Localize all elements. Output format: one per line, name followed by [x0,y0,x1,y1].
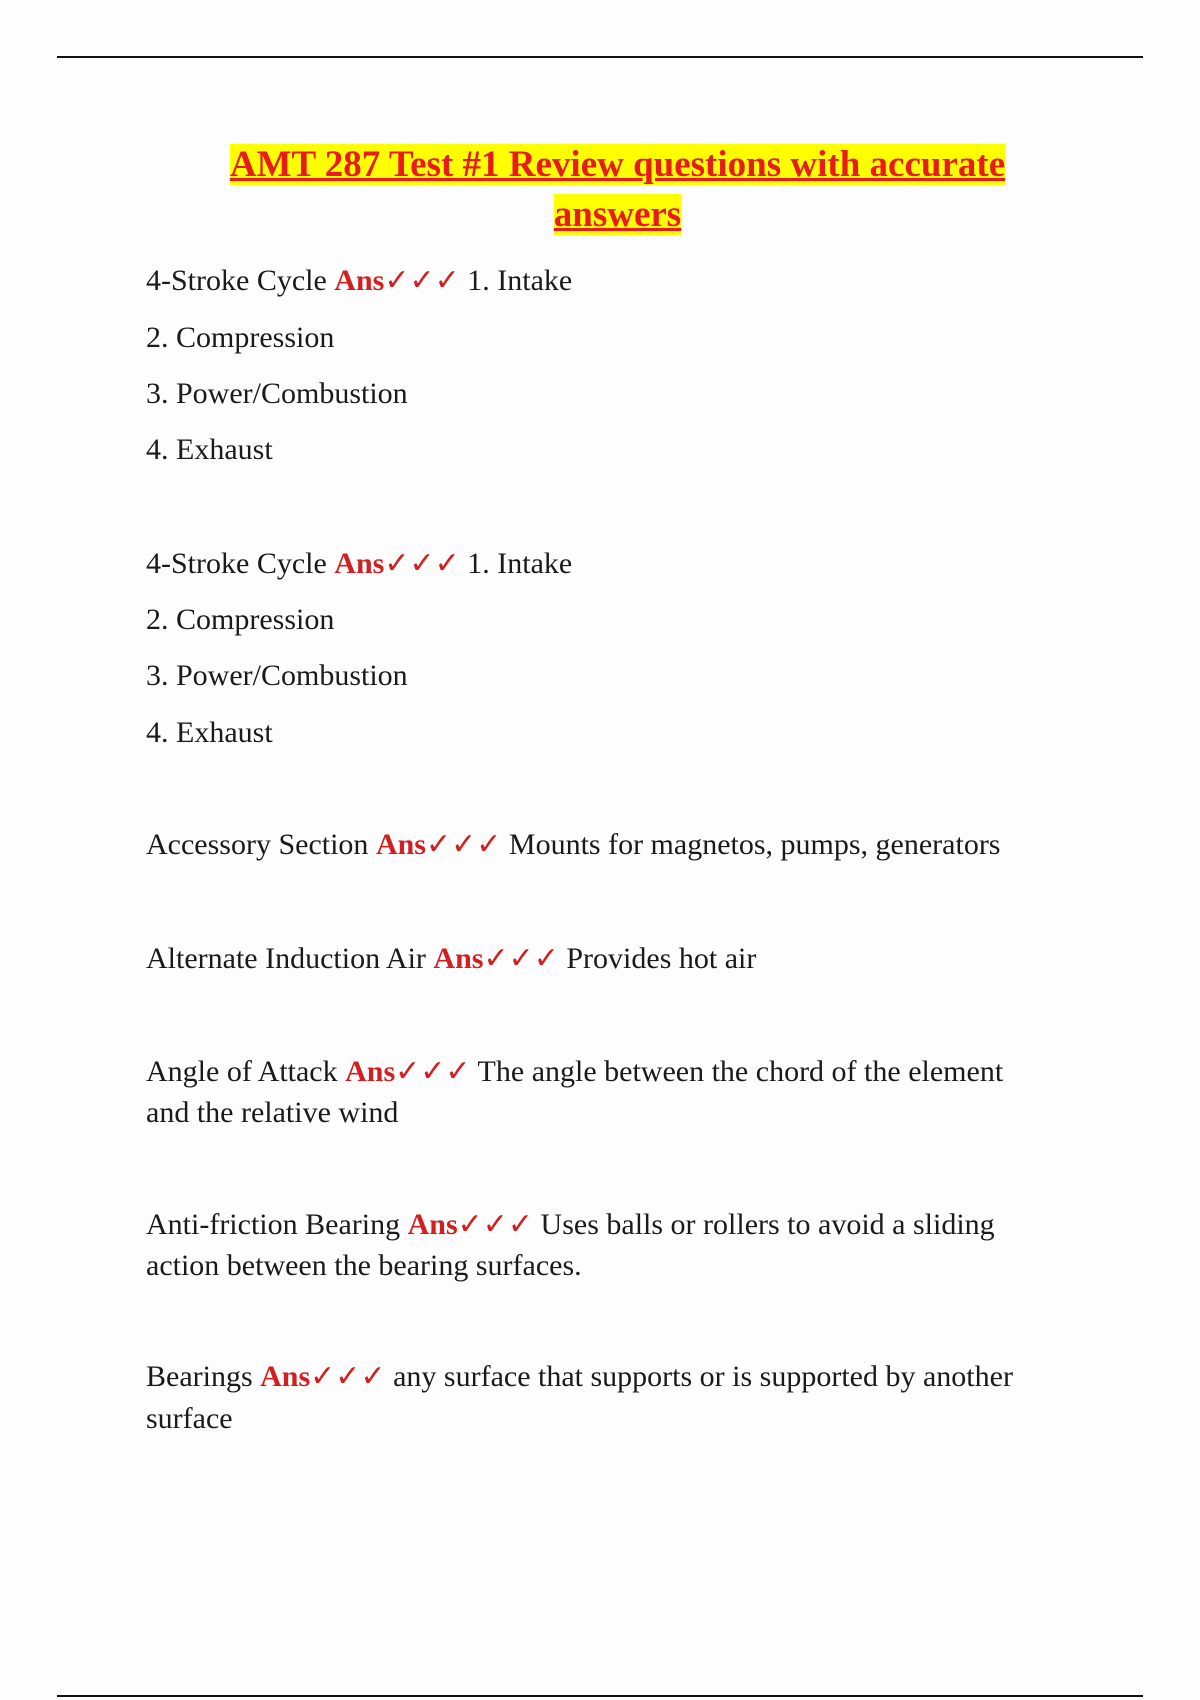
entry-answer: Provides hot air [566,942,757,975]
page-title: AMT 287 Test #1 Review questions with accurate answers [229,144,1006,235]
entry-term-line [146,1051,1003,1093]
entry-answer: Mounts for magnetos, pumps, generators [508,828,1001,861]
ans-label: Ans [345,1055,396,1088]
entry-term: 4-Stroke Cycle [146,264,327,297]
entry-answer-line: 3. Power/Combustion [146,377,408,410]
entry-term: Accessory Section [146,828,369,861]
entry-answer-line: 4. Exhaust [146,433,273,466]
entry-term-line [146,824,1000,866]
entry-term-line [146,1204,995,1246]
entry-answer-line: 2. Compression [146,603,335,636]
check-marks-icon: ✓✓✓ [457,1208,534,1241]
check-marks-icon: ✓✓✓ [483,942,559,975]
entry-term-line [146,1356,1013,1398]
check-marks-icon: ✓✓✓ [384,264,460,297]
entry-term: 4-Stroke Cycle [146,547,327,580]
check-marks-icon: ✓✓✓ [425,828,502,861]
entry-answer: The angle between the chord of the element [477,1055,1004,1088]
entry-answer: 1. Intake [467,547,573,580]
ans-label: Ans [334,547,385,580]
entry-answer-line: action between the bearing surfaces. [146,1249,582,1282]
entry-answer: any surface that supports or is supported by another [393,1360,1013,1393]
entry-term: Bearings [146,1360,253,1393]
entry-answer: Uses balls or rollers to avoid a sliding [540,1208,995,1241]
entry-term: Angle of Attack [146,1055,338,1088]
entry-term: Anti-friction Bearing [146,1208,401,1241]
top-rule [57,56,1143,58]
entry-answer-line: and the relative wind [146,1096,399,1129]
entry-term-line [146,938,756,980]
entry-answer: 1. Intake [467,264,573,297]
entry-answer-line: 4. Exhaust [146,716,273,749]
check-marks-icon: ✓✓✓ [384,547,460,580]
check-marks-icon: ✓✓✓ [310,1360,386,1393]
entry-answer-line: 2. Compression [146,321,335,354]
entry-answer-line: surface [146,1402,233,1435]
ans-label: Ans [433,942,484,975]
entry-term-line [146,543,572,585]
ans-label: Ans [407,1208,458,1241]
bottom-rule [57,1695,1143,1697]
entry-answer-line: 3. Power/Combustion [146,659,408,692]
entry-term-line [146,260,572,302]
ans-label: Ans [334,264,385,297]
ans-label: Ans [260,1360,311,1393]
check-marks-icon: ✓✓✓ [395,1055,471,1088]
entry-term: Alternate Induction Air [146,942,426,975]
ans-label: Ans [375,828,426,861]
